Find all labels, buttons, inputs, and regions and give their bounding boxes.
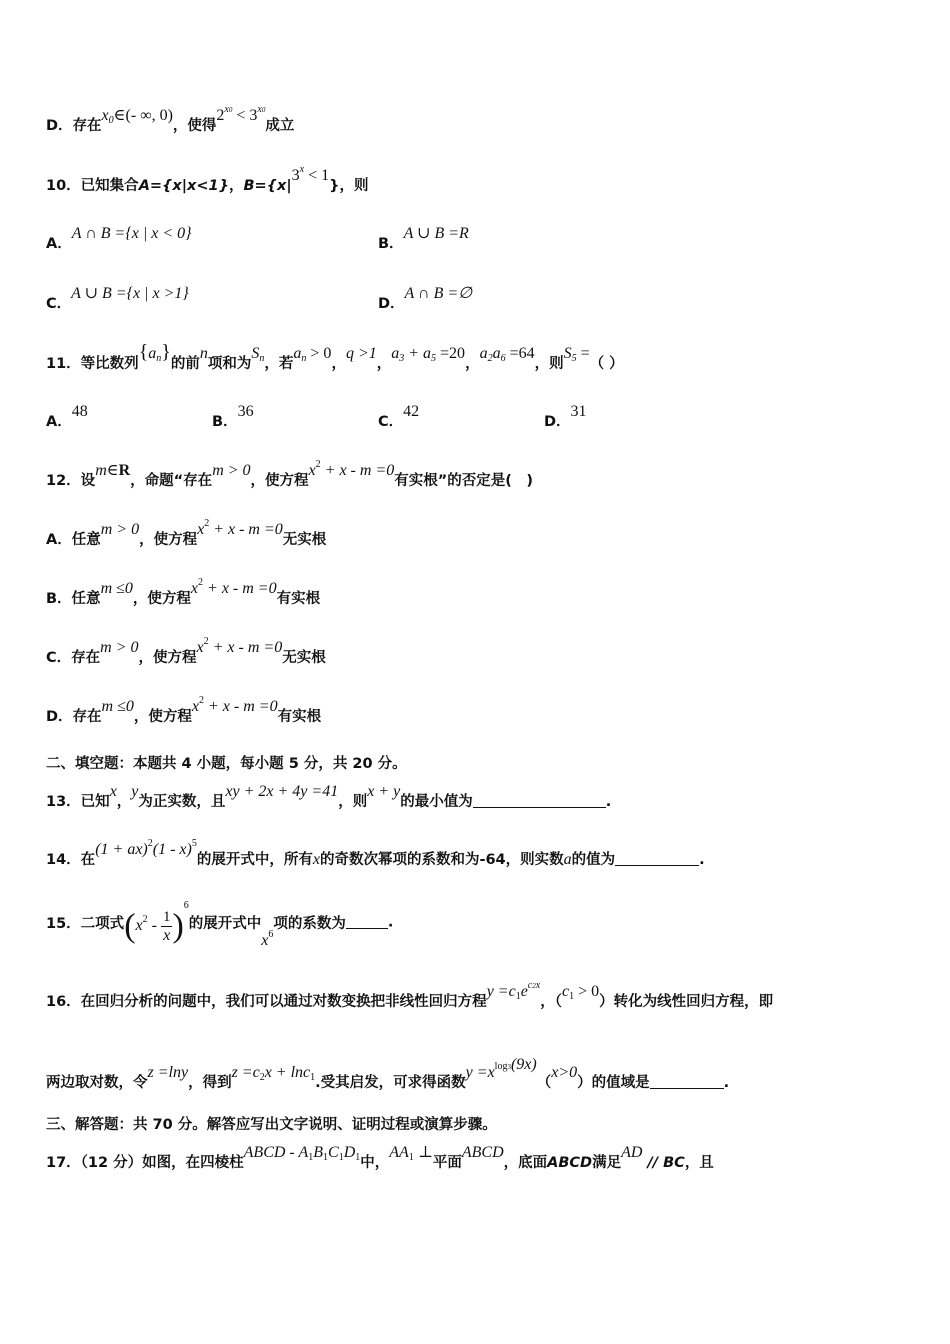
q10-option-b: B．A ∪ B =R — [378, 225, 469, 252]
q12-t3: 有实根”的否定是( ) — [394, 473, 534, 489]
q9-d-expr2: $2^{x0} < 3^{x0}$ — [216, 104, 266, 124]
q9-d-end: 成立 — [265, 118, 295, 134]
q16-cond: $c_1 > 0$ — [561, 983, 600, 1002]
q11-comma-1: ， — [331, 356, 346, 372]
q10-set-b-end: }，则 — [329, 178, 369, 194]
q16-line-2 — [46, 1056, 730, 1093]
q12-cond: m > 0 — [212, 462, 251, 479]
q13-t4: . — [605, 794, 612, 810]
q14-x: x — [312, 851, 320, 868]
q13-t3: 的最小值为 — [400, 794, 473, 810]
q10-b-expr: A ∪ B =R — [403, 225, 469, 242]
q11-c-value: 42 — [403, 403, 420, 420]
q17-t4: 满足 — [592, 1155, 622, 1171]
q11-option-d: D．31 — [544, 403, 587, 430]
q12-option-c: C．存在m > 0，使方程$x^2 + x - m =0$无实根 — [46, 636, 326, 666]
q10-c-expr: A ∪ B ={x | x >1} — [71, 285, 189, 302]
q11-n: n — [199, 345, 208, 362]
q14-t4: . — [699, 852, 705, 868]
q12-option-a: A．任意m > 0，使方程$x^2 + x - m =0$无实根 — [46, 518, 327, 548]
q17-base: ABCD — [547, 1155, 593, 1171]
q16-l2-t5: ）的值域是 — [577, 1075, 650, 1091]
q16-answer-blank[interactable] — [650, 1076, 724, 1089]
q14-answer-blank[interactable] — [615, 853, 699, 866]
q15-num: 15．二项式 — [46, 916, 125, 933]
q11-c4: $a_2a_6 =64$ — [479, 345, 535, 364]
q13-eq: xy + 2x + 4y =41 — [225, 783, 339, 800]
q14-expr: (1 + ax)$^2$(1 - x)$^5$ — [95, 838, 197, 858]
q12-b-eq: $x^2 + x - m =0$ — [190, 577, 277, 597]
q15-t2: 项的系数为 — [273, 916, 346, 933]
q9-option-d — [46, 104, 295, 136]
q11-option-b: B．36 — [212, 403, 254, 430]
q16-f: $y =x^{log3(9x)}$ — [465, 1056, 537, 1081]
q16-l2-t2: ，得到 — [188, 1075, 232, 1091]
q10-set-a: A={x|x<1} — [138, 178, 229, 194]
q12-eq: $x^2 + x - m =0$ — [308, 459, 395, 479]
q10-d-expr: A ∩ B =∅ — [404, 285, 473, 302]
q17-prism: ABCD - $A_1B_1C_1D_1$ — [243, 1144, 361, 1163]
q17-ad: AD — [621, 1144, 643, 1161]
section-2-heading: 二、填空题：本题共 4 小题，每小题 5 分，共 20 分。 — [46, 756, 407, 772]
q16-l2-t1: 两边取对数，令 — [46, 1075, 148, 1091]
q11-seq: $\{a_n\}$ — [138, 341, 171, 364]
q12-t1: ，命题“存在 — [130, 473, 213, 489]
q12-c-cond: m > 0 — [100, 639, 139, 656]
q17-num: 17．（12 分）如图，在四棱柱 — [46, 1155, 244, 1171]
q11-s: $S_n$ — [251, 345, 265, 364]
q10-sep: ， — [228, 178, 244, 194]
q11-t4: ，则 — [534, 356, 564, 372]
q12-d-cond: m ≤0 — [101, 698, 134, 715]
q11-comma-2: ， — [376, 356, 392, 372]
q12-option-d: D．存在m ≤0，使方程$x^2 + x - m =0$有实根 — [46, 695, 322, 725]
q16-f-cond: x>0 — [551, 1064, 578, 1081]
q15-stem — [46, 900, 394, 949]
q13-num: 13．已知 — [46, 794, 110, 810]
q16-l2-t3: .受其启发，可求得函数 — [315, 1075, 466, 1091]
q13-comma: ， — [116, 794, 132, 810]
q16-num: 16．在回归分析的问题中，我们可以通过对数变换把非线性回归方程 — [46, 994, 487, 1010]
q16-z: z =lny — [147, 1064, 189, 1081]
q11-d-value: 31 — [570, 403, 587, 420]
q17-t6: ，且 — [684, 1155, 714, 1171]
q17-t1: 中， — [360, 1155, 390, 1171]
q14-t3: 的值为 — [571, 852, 616, 868]
q14-t2: 的奇数次幂项的系数和为-64，则实数 — [319, 852, 564, 868]
q10-set-b-expr: $3^x < 1$ — [291, 164, 330, 184]
q16-t1: ，（ — [540, 994, 562, 1010]
q11-c1: $a_n > 0$ — [293, 345, 332, 364]
q16-l2-t6: . — [723, 1075, 730, 1091]
q10-option-c: C．A ∪ B ={x | x >1} — [46, 285, 189, 312]
q16-eq1: $y =c_1e^{c2x}$ — [486, 980, 541, 1002]
q11-num: 11．等比数列 — [46, 356, 139, 372]
q11-c2: q >1 — [345, 345, 377, 362]
q16-t2: ）转化为线性回归方程，即 — [599, 994, 774, 1010]
q12-a-eq: $x^2 + x - m =0$ — [197, 518, 283, 538]
q12-num: 12．设 — [46, 473, 96, 489]
q14-t1: 的展开式中，所有 — [196, 852, 313, 868]
q11-stem — [46, 341, 624, 374]
q12-b-cond: m ≤0 — [100, 580, 133, 597]
q11-b-value: 36 — [237, 403, 254, 420]
q10-option-d: D．A ∩ B =∅ — [378, 285, 473, 312]
q14-a: a — [563, 851, 572, 868]
q12-stem — [46, 459, 534, 490]
q12-option-b: B．任意m ≤0，使方程$x^2 + x - m =0$有实根 — [46, 577, 321, 607]
q13-x: x — [109, 783, 117, 800]
q17-plane: ABCD — [461, 1144, 504, 1161]
q10-a-expr: A ∩ B ={x | x < 0} — [71, 225, 192, 242]
q17-aa: $AA_1$ ⊥ — [389, 1144, 433, 1163]
q11-t2: 项和为 — [207, 356, 252, 372]
q12-m-in-r: m∈R — [95, 462, 131, 479]
q11-s5: $S_5$ = — [563, 345, 590, 364]
q11-t1: 的前 — [170, 356, 200, 372]
q11-t5: （ ） — [589, 356, 624, 372]
q11-t3: ，若 — [264, 356, 294, 372]
q12-a-cond: m > 0 — [100, 521, 140, 538]
q13-y: y — [131, 783, 139, 800]
q12-c-eq: $x^2 + x - m =0$ — [196, 636, 283, 656]
q12-d-eq: $x^2 + x - m =0$ — [191, 695, 278, 715]
q9-d-expr1: $x_0\in(-$ ∞, 0) — [101, 107, 173, 126]
q11-option-c: C．42 — [378, 403, 420, 430]
section-3-heading: 三、解答题：共 70 分。解答应写出文字说明、证明过程或演算步骤。 — [46, 1117, 497, 1133]
q11-c3: $a_3 + a_5 =20$ — [391, 345, 466, 364]
q16-z2: $z =c_2x + \ln c_1$ — [231, 1064, 316, 1083]
q15-t3: . — [387, 914, 394, 931]
q13-answer-blank[interactable] — [473, 795, 606, 808]
q9-d-label: D．存在 — [46, 118, 102, 134]
q17-bc: // BC — [642, 1155, 685, 1171]
q14-num: 14．在 — [46, 852, 96, 868]
q12-t2: ，使方程 — [250, 473, 309, 489]
q9-d-mid: ，使得 — [172, 118, 217, 134]
q10-set-b-head: B={x| — [243, 178, 292, 194]
q11-option-a: A．48 — [46, 403, 88, 430]
q13-expr: x + y — [367, 783, 401, 800]
q17-stem — [46, 1144, 714, 1173]
q15-answer-blank[interactable] — [346, 916, 388, 929]
q10-option-a: A．A ∩ B ={x | x < 0} — [46, 225, 192, 252]
q17-t3: ，底面 — [503, 1155, 548, 1171]
q11-a-value: 48 — [71, 403, 88, 420]
q15-x6: $x^6$ — [261, 928, 274, 949]
q15-binomial: ($x^2$ - $\frac{1}{x}$ )$^6$ — [124, 900, 189, 945]
q15-t1: 的展开式中 — [188, 916, 262, 933]
q11-comma-3: ， — [465, 356, 480, 372]
q16-l2-t4: （ — [536, 1075, 552, 1091]
q13-t1: 为正实数，且 — [138, 794, 226, 810]
q13-t2: ，则 — [338, 794, 368, 810]
q10-stem — [46, 164, 369, 195]
q13-stem — [46, 783, 612, 811]
q17-t2: 平面 — [432, 1155, 462, 1171]
q16-line-1 — [46, 980, 774, 1012]
q14-stem — [46, 838, 705, 869]
q10-num: 10．已知集合 — [46, 178, 139, 194]
